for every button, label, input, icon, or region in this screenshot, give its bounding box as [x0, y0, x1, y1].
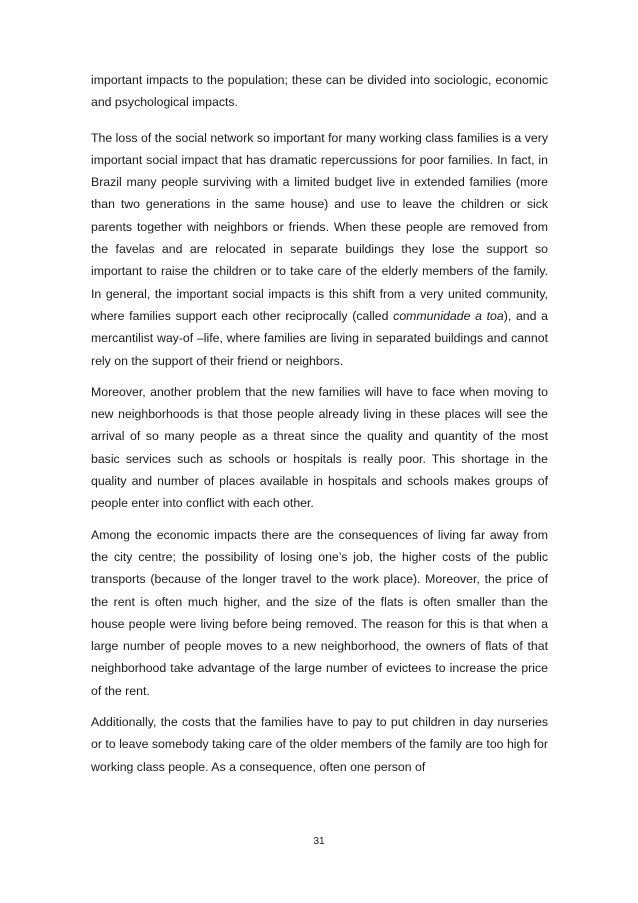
paragraph-3 — [91, 381, 548, 515]
paragraph-5-text: Additionally, the costs that the families have to pay to put children in day nurseries or to leave somebody taking care of the older members of the family are too high for working class people. As a consequence, often one person of — [91, 715, 548, 774]
paragraph-2-italic-term: communidade a toa — [393, 308, 504, 323]
paragraph-4-text: Among the economic impacts there are the consequences of living far away from the city centre; the possibility of losing one’s job, the higher costs of the public transports (because of the longer travel to the work place). Moreover, the price of the rent is often much higher, and the size of the flats is often smaller than the house people were living before being removed. The reason for this is that when a large number of people moves to a new neighborhood, the owners of flats of that neighborhood take advantage of the large number of evictees to increase the price of the rent. — [91, 527, 548, 698]
paragraph-4 — [91, 524, 548, 702]
paragraph-2-text-after: ), and a mercantilist way-of –life, where families are living in separated buildings and cannot rely on the support of their friend or neighbors. — [91, 308, 549, 368]
paragraph-3-text: Moreover, another problem that the new families will have to face when moving to new neighborhoods is that those people already living in these places will see the arrival of so many people as a threat since the quality and quantity of the most basic services such as schools or hospitals is really poor. This shortage in the quality and number of places available in hospitals and schools makes groups of people enter into conflict with each other. — [91, 384, 548, 511]
page-number: 31 — [313, 836, 325, 847]
paragraph-2 — [91, 127, 548, 372]
paragraph-1-text: important impacts to the population; these can be divided into sociologic, economic and psychological impacts. — [91, 73, 548, 110]
document-page — [91, 60, 548, 778]
paragraph-2-text-before: The loss of the social network so important for many working class families is a very important social impact that has dramatic repercussions for poor families. In fact, in Brazil many people surviving with a limited budget live in extended families (more than two generations in the same house) and use to leave the children or sick parents together with neighbors or friends. When these people are removed from the favelas and are relocated in separate buildings they lose the support so important to raise the children or to take care of the elderly members of the family. In general, the important social impacts is this shift from a very united community, where families support each other reciprocally (called — [91, 130, 548, 323]
paragraph-5 — [91, 711, 548, 778]
paragraph-1 — [91, 69, 548, 114]
